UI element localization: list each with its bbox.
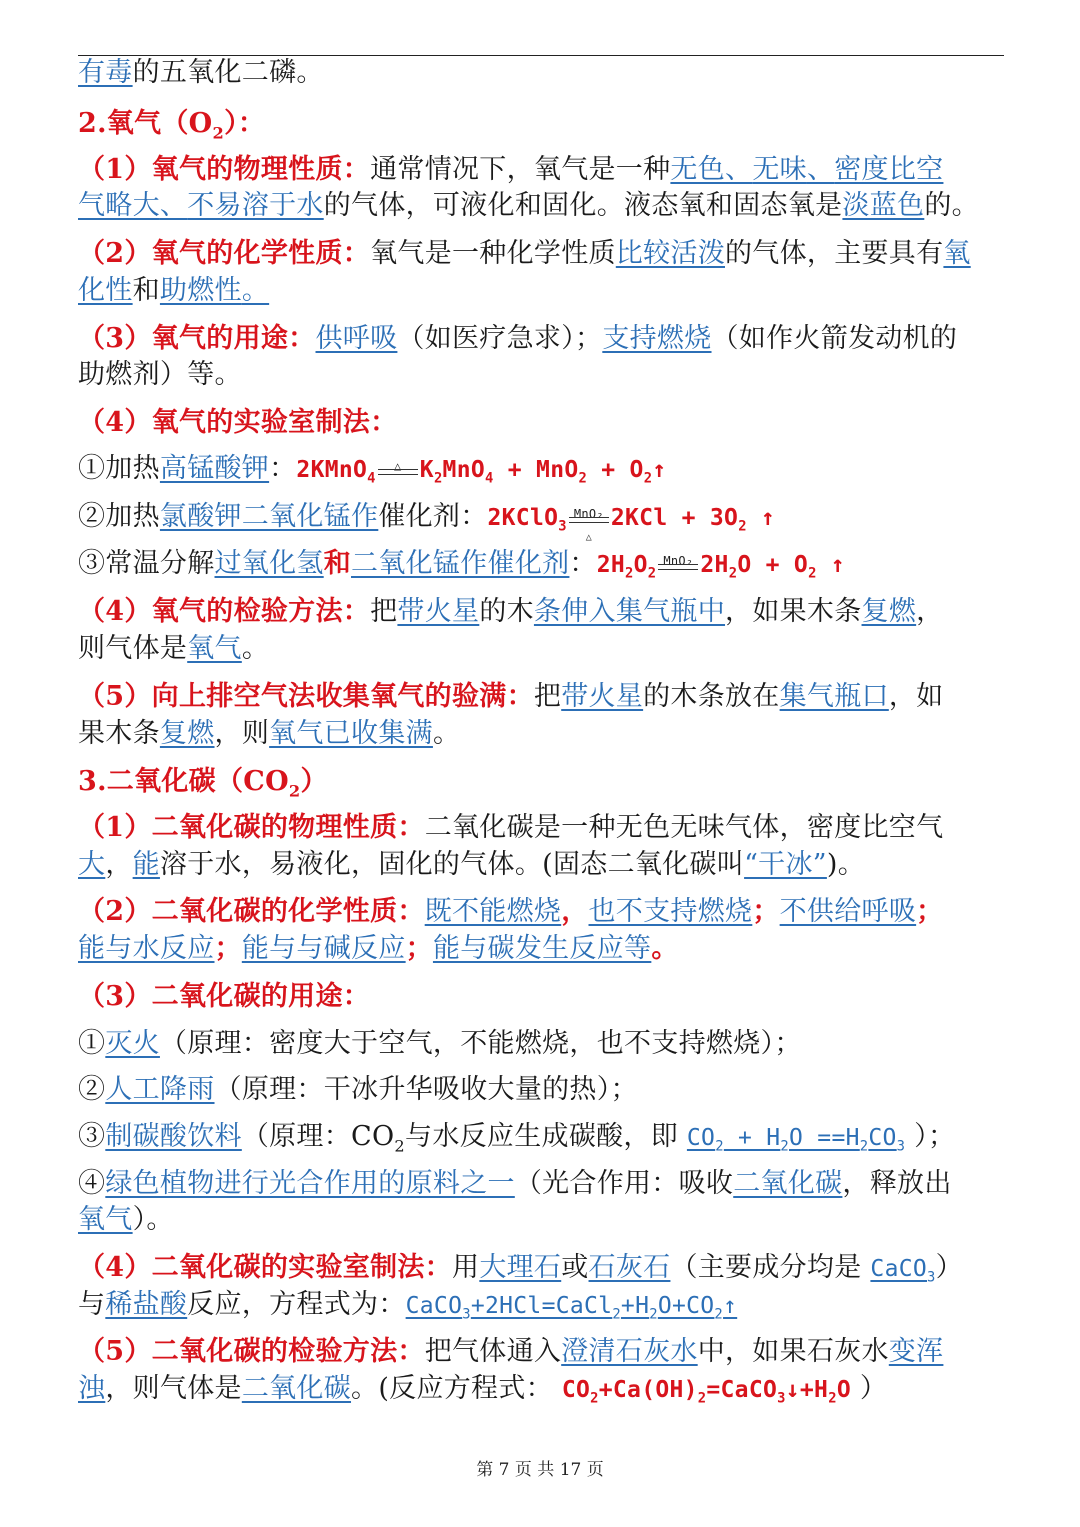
line-26: ④绿色植物进行光合作用的原料之一（光合作用：吸收二氧化碳，释放出 [78, 1168, 952, 1199]
line-3: （1）氧气的物理性质：通常情况下，氧气是一种无色、无味、密度比空 [78, 154, 944, 185]
catalyst-heat-condition: MnO₂ △ [569, 501, 609, 531]
line-13: （4）氧气的检验方法：把带火星的木条伸入集气瓶中，如果木条复燃， [78, 596, 944, 627]
line-16: 果木条复燃，则氧气已收集满。 [78, 718, 461, 749]
line-7: （3）氧气的用途：供呼吸（如医疗急求）；支持燃烧（如作火箭发动机的 [78, 323, 958, 354]
line-25: ③制碳酸饮料（原理：$CO_2$与水反应生成碳酸，即 $CO_2 + H_2O ==H_2CO_3$ ）； [78, 1121, 956, 1156]
line-8: 助燃剂）等。 [78, 359, 242, 390]
line-15: （5）向上排空气法收集氧气的验满：把带火星的木条放在集气瓶口，如 [78, 681, 944, 712]
line-9: （4）氧气的实验室制法： [78, 407, 398, 438]
line-10: ①加热高锰酸钾：2KMnO$_4$ △ $K_2MnO_4 + MnO_2$ + $O_2↑$ [78, 453, 667, 487]
line-14: 则气体是氧气。 [78, 633, 270, 664]
heat-condition: △ [378, 453, 418, 483]
line-11: ②加热氯酸钾二氧化锰作催化剂：2KClO$_3$ MnO₂ △ $2KCl + 3O_2$ ↑ [78, 501, 776, 543]
line-22: （3）二氧化碳的用途： [78, 981, 371, 1012]
line-21: 能与水反应；能与与碱反应；能与碳发生反应等。 [78, 933, 679, 964]
line-6: 化性和助燃性。 [78, 275, 270, 306]
line-1: 有毒的五氧化二磷。 [78, 57, 324, 88]
line-28: （4）二氧化碳的实验室制法：用大理石或石灰石（主要成分均是 CaCO$_3$） [78, 1252, 963, 1286]
line-5: （2）氧气的化学性质：氧气是一种化学性质比较活泼的气体，主要具有氧 [78, 238, 971, 269]
section-oxygen-heading: 2.氧气$(O_2)$： [78, 108, 266, 143]
line-31: 浊，则气体是二氧化碳。(反应方程式： $CO_2+Ca(OH)_2=CaCO_3↓+H_2O$ ） [78, 1373, 888, 1407]
line-18: （1）二氧化碳的物理性质：二氧化碳是一种无色无味气体，密度比空气 [78, 812, 944, 843]
line-4: 气略大、不易溶于水的气体，可液化和固化。液态氧和固态氧是淡蓝色的。 [78, 190, 979, 221]
line-23: ①灭火（原理：密度大于空气，不能燃烧，也不支持燃烧）； [78, 1028, 802, 1059]
line-12: ③常温分解过氧化氢和二氧化锰作催化剂：$2H_2O_2$ MnO₂ $2H_2O + O_2$ ↑ [78, 548, 845, 582]
line-29: 与稀盐酸反应，方程式为：$CaCO_3+2HCl=CaCl_2+H_2O+CO_2↑$ [78, 1289, 738, 1323]
line-19: 大，能溶于水，易液化，固化的气体。(固态二氧化碳叫“干冰”)。 [78, 849, 866, 880]
page-footer: 第 7 页 共 17 页 [476, 1460, 604, 1480]
line-27: 氧气）。 [78, 1204, 174, 1235]
line-24: ②人工降雨（原理：干冰升华吸收大量的热）； [78, 1074, 638, 1105]
catalyst-condition: MnO₂ [658, 548, 698, 578]
section-co2-heading: 3.二氧化碳$(CO_2)$ [78, 766, 328, 801]
line-20: （2）二氧化碳的化学性质：既不能燃烧，也不支持燃烧；不供给呼吸； [78, 896, 944, 927]
line-30: （5）二氧化碳的检验方法：把气体通入澄清石灰水中，如果石灰水变浑 [78, 1336, 944, 1367]
